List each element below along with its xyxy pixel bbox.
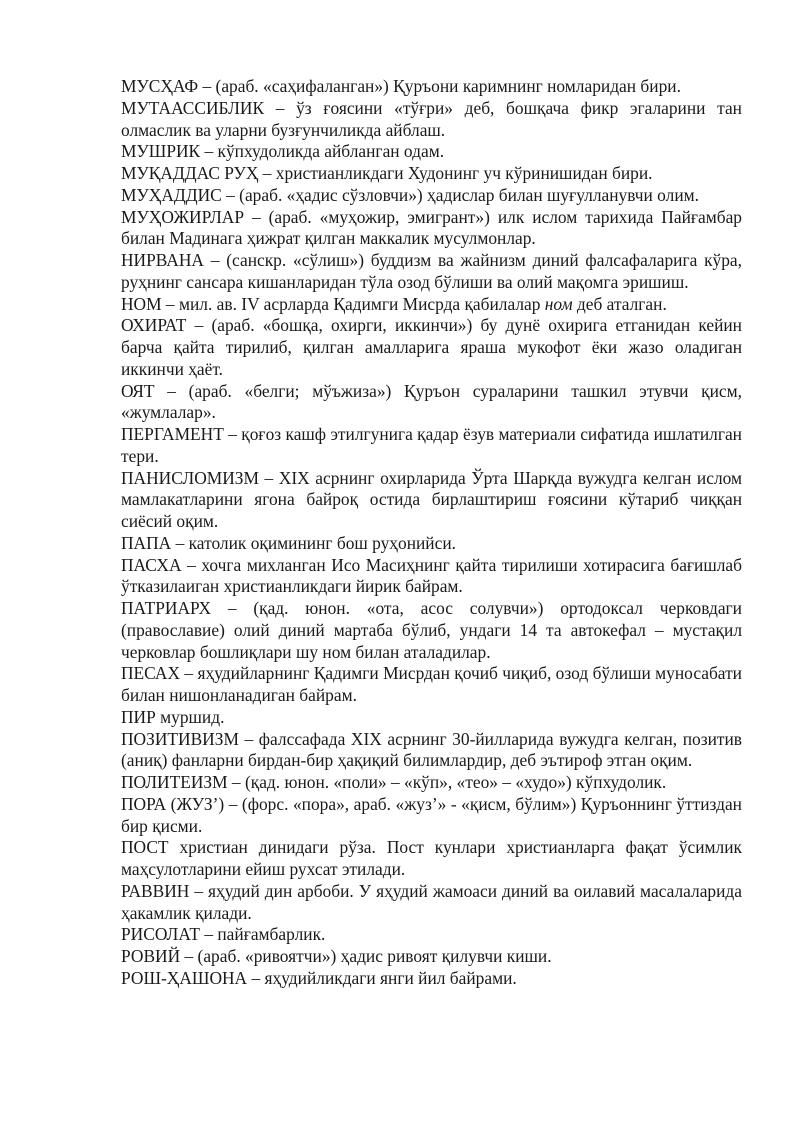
glossary-entry-panislomizm: ПАНИСЛОМИЗМ – XIX асрнинг охирларида Ўрта Шарқда вужудга келган ислом мамлакатларини ягона байроқ остида бирлаштириш ғоясини кўтариб чиққан сиёсий оқим. (121, 467, 742, 531)
glossary-entry-papa: ПАПА – католик оқимининг бош руҳонийси. (121, 532, 456, 553)
nom-entry-text-after: деб аталган. (572, 293, 667, 314)
glossary-entry-roviy: РОВИЙ – (араб. «ривоятчи») ҳадис ривоят қилувчи киши. (121, 946, 552, 966)
glossary-entry-politeizm: ПОЛИТЕИЗМ – (қад. юнон. «поли» – «кўп», «тео» – «худо») кўпхудолик. (121, 772, 667, 792)
glossary-entry-muqaddas-ruh: МУҚАДДАС РУҲ – христианликдаги Худонинг уч кўринишидан бири. (121, 163, 653, 183)
glossary-entry-pir: ПИР муршид. (121, 706, 225, 727)
glossary-entry-patriarh: ПАТРИАРХ – (қад. юнон. «ота, асос солувчи») ортодоксал черковдаги (православие) олий диний мартаба бўлиб, ундаги 14 та автокефал – мустақил черковлар бошлиқлари шу ном билан аталадилар. (121, 598, 742, 662)
glossary-entry-rosh-hashona: РОШ-ҲАШОНА – яҳудийликдаги янги йил байрами. (121, 967, 517, 988)
glossary-entry-muhaddis: МУҲАДДИС – (араб. «ҳадис сўзловчи») ҳадислар билан шуғулланувчи олим. (121, 184, 699, 205)
glossary-entry-nirvana: НИРВАНА – (санскр. «сўлиш») буддизм ва жайнизм диний фалсафаларига кўра, руҳнинг сансара кишанларидан тўла озод бўлиши ва олий мақомга эришиш. (121, 250, 742, 292)
glossary-entry-ohirat: ОХИРАТ – (араб. «бошқа, охирги, иккинчи») бу дунё охирига етганидан кейин барча қайта тирилиб, қилган амалларига яраша мукофот ёки жазо оладиган иккинчи ҳаёт. (121, 315, 742, 379)
nom-entry-emphasis: ном (544, 293, 573, 314)
glossary-entry-muhojirlar: МУҲОЖИРЛАР – (араб. «муҳожир, эмигрант») илк ислом тарихида Пайғамбар билан Мадинага ҳижрат қилган маккалик мусулмонлар. (121, 206, 742, 249)
glossary-entry-nom (121, 294, 742, 316)
glossary-entry-pesah: ПЕСАХ – яҳудийларнинг Қадимги Мисрдан қочиб чиқиб, озод бўлиши муносабати билан нишонланадиган байрам. (121, 663, 742, 705)
glossary-entry-pozitivizm: ПОЗИТИВИЗМ – фалсcафада XIX асрнинг 30-йилларида вужудга келган, позитив (аниқ) фанларни бирдан-бир ҳақиқий билимлардир, деб эътироф этган оқим. (121, 728, 742, 771)
glossary-text (121, 76, 742, 990)
glossary-entry-pergament: ПЕРГАМЕНТ – қоғоз кашф этилгунига қадар ёзув материали сифатида ишлатилган тери. (121, 424, 742, 466)
glossary-entry-mutaassiblik: МУТААССИБЛИК – ўз ғоясини «тўғри» деб, бошқача фикр эгаларини тан олмаслик ва уларни бузғунчиликда айблаш. (121, 97, 742, 140)
glossary-entry-post: ПОСТ христиан динидаги рўза. Пост кунлари христианларга фақат ўсимлик маҳсулотларини ейиш рухсат этилади. (121, 837, 742, 879)
glossary-entry-pora: ПОРА (ЖУЗ’) – (форс. «пора», араб. «жуз’» - «қисм, бўлим») Қуръоннинг ўттиздан бир қисми. (121, 793, 742, 836)
nom-entry-text-before: НОМ – мил. ав. IV асрларда Қадимги Мисрда қабилалар (121, 293, 545, 314)
glossary-entry-mushrik: МУШРИК – кўпхудоликда айбланган одам. (121, 141, 445, 162)
glossary-entry-oyat: ОЯТ – (араб. «белги; мўъжиза») Қуръон сураларини ташкил этувчи қисм, «жумлалар». (121, 380, 742, 423)
glossary-entry-risolat: РИСОЛАТ – пайғамбарлик. (121, 924, 326, 945)
glossary-entry-ravvin: РАВВИН – яҳудий дин арбоби. У яҳудий жамоаси диний ва оилавий масалаларида ҳакамлик қилади. (121, 880, 742, 923)
glossary-entry-mushaf: МУСҲАФ – (араб. «саҳифаланган») Қуръони каримнинг номларидан бири. (121, 76, 681, 96)
glossary-entry-pasha: ПАСХА – хочга михланган Исо Масиҳнинг қайта тирилиши хотирасига бағишлаб ўтказилаиган христианликдаги йирик байрам. (121, 554, 742, 597)
